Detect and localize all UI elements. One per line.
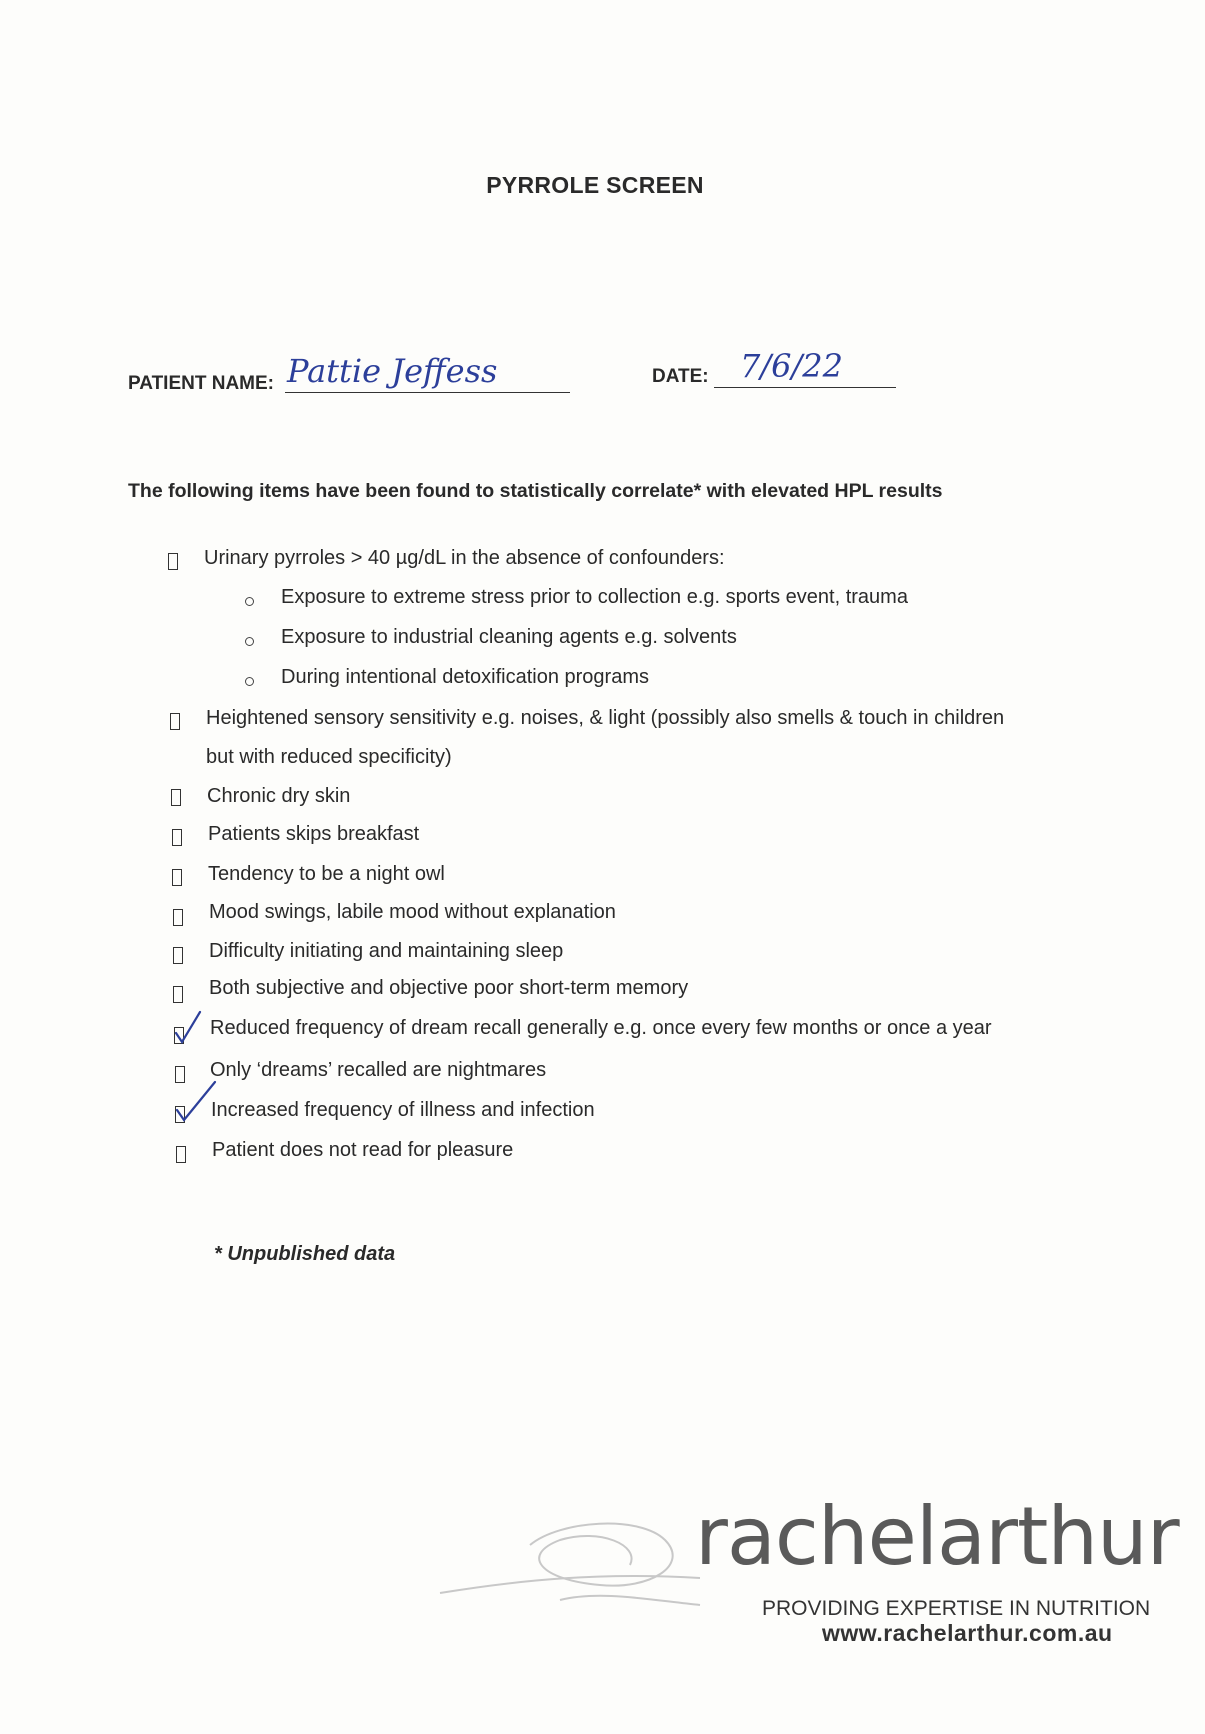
list-item: Reduced frequency of dream recall generally e.g. once every few months or once a year <box>210 1017 992 1039</box>
list-item: Tendency to be a night owl <box>208 863 445 885</box>
sub-list-item: Exposure to industrial cleaning agents e.g. solvents <box>281 626 737 648</box>
sub-list-item: During intentional detoxification programs <box>281 666 649 688</box>
list-item: Difficulty initiating and maintaining sleep <box>209 940 564 962</box>
date-label: DATE: <box>652 366 709 387</box>
footnote: * Unpublished data <box>214 1243 396 1265</box>
date-value: 7/6/22 <box>740 347 843 385</box>
patient-name-value: Pattie Jeffess <box>287 352 498 390</box>
list-item: Increased frequency of illness and infection <box>211 1099 595 1121</box>
list-item: Chronic dry skin <box>207 785 351 807</box>
sub-list-item: Exposure to extreme stress prior to collection e.g. sports event, trauma <box>281 586 908 608</box>
intro-text: The following items have been found to statistically correlate* with elevated HPL results <box>128 480 943 502</box>
list-item: Urinary pyrroles > 40 µg/dL in the absence of confounders: <box>204 547 725 569</box>
list-item: Only ‘dreams’ recalled are nightmares <box>210 1059 547 1081</box>
brand-logo-text: rachelarthur <box>695 1490 1179 1583</box>
brand-tagline: PROVIDING EXPERTISE IN NUTRITION <box>762 1597 1151 1620</box>
patient-name-label: PATIENT NAME: <box>128 373 275 394</box>
brand-url: www.rachelarthur.com.au <box>822 1620 1113 1646</box>
list-item: Heightened sensory sensitivity e.g. noises, & light (possibly also smells & touch in children <box>206 707 1005 729</box>
list-item: Patient does not read for pleasure <box>212 1139 514 1161</box>
list-item: Patients skips breakfast <box>208 823 420 845</box>
list-item: Both subjective and objective poor short-term memory <box>209 977 689 999</box>
list-item: Mood swings, labile mood without explanation <box>209 901 616 923</box>
page-title: PYRROLE SCREEN <box>486 172 704 198</box>
list-item-continuation: but with reduced specificity) <box>206 746 452 768</box>
